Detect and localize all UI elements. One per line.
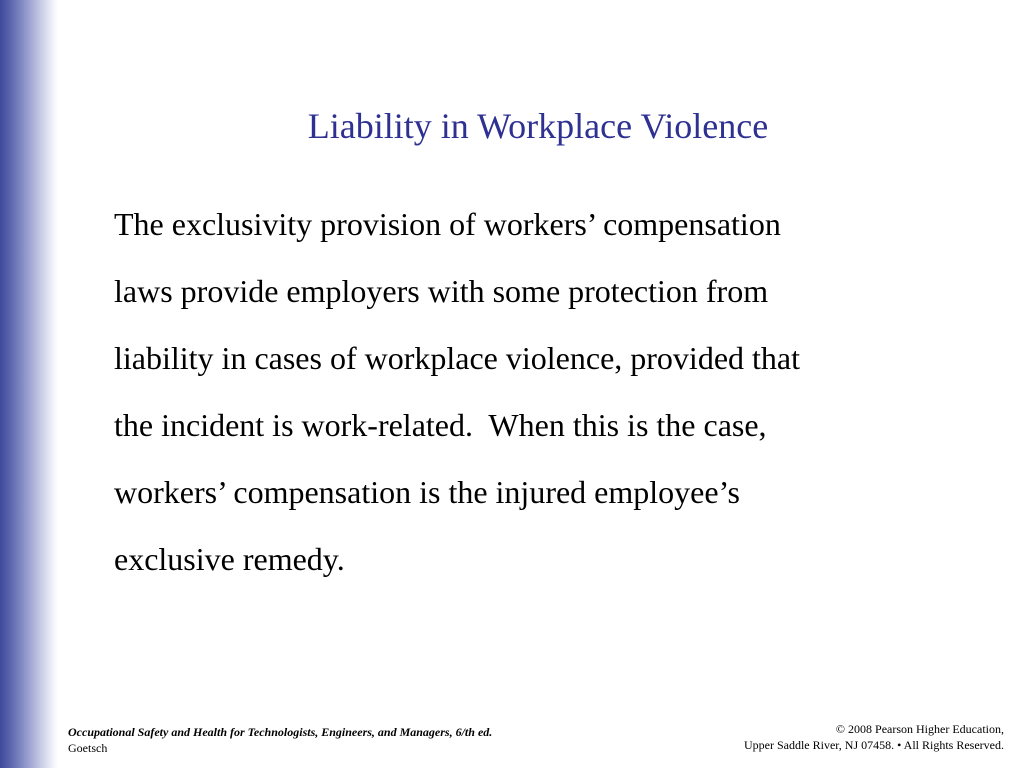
body-line-6: exclusive remedy. bbox=[114, 541, 345, 577]
body-line-1: The exclusivity provision of workers’ compensation bbox=[114, 206, 781, 242]
body-line-4: the incident is work-related. When this is the case, bbox=[114, 407, 767, 443]
footer-copyright-line-1: © 2008 Pearson Higher Education, bbox=[835, 722, 1004, 736]
footer-book-title: Occupational Safety and Health for Technologists, Engineers, and Managers, 6/th ed. bbox=[68, 725, 493, 739]
body-line-5: workers’ compensation is the injured employee’s bbox=[114, 474, 740, 510]
slide-body bbox=[114, 202, 934, 604]
body-line-2: laws provide employers with some protection from bbox=[114, 273, 769, 309]
footer-book-info bbox=[68, 724, 492, 756]
footer-copyright-line-2: Upper Saddle River, NJ 07458. • All Rights Reserved. bbox=[743, 738, 1004, 752]
side-gradient-bar bbox=[0, 0, 58, 768]
body-line-3: liability in cases of workplace violence, provided that bbox=[114, 340, 800, 376]
footer-copyright bbox=[744, 721, 1004, 753]
footer-author: Goetsch bbox=[68, 741, 108, 755]
slide-title: Liability in Workplace Violence bbox=[307, 106, 769, 146]
